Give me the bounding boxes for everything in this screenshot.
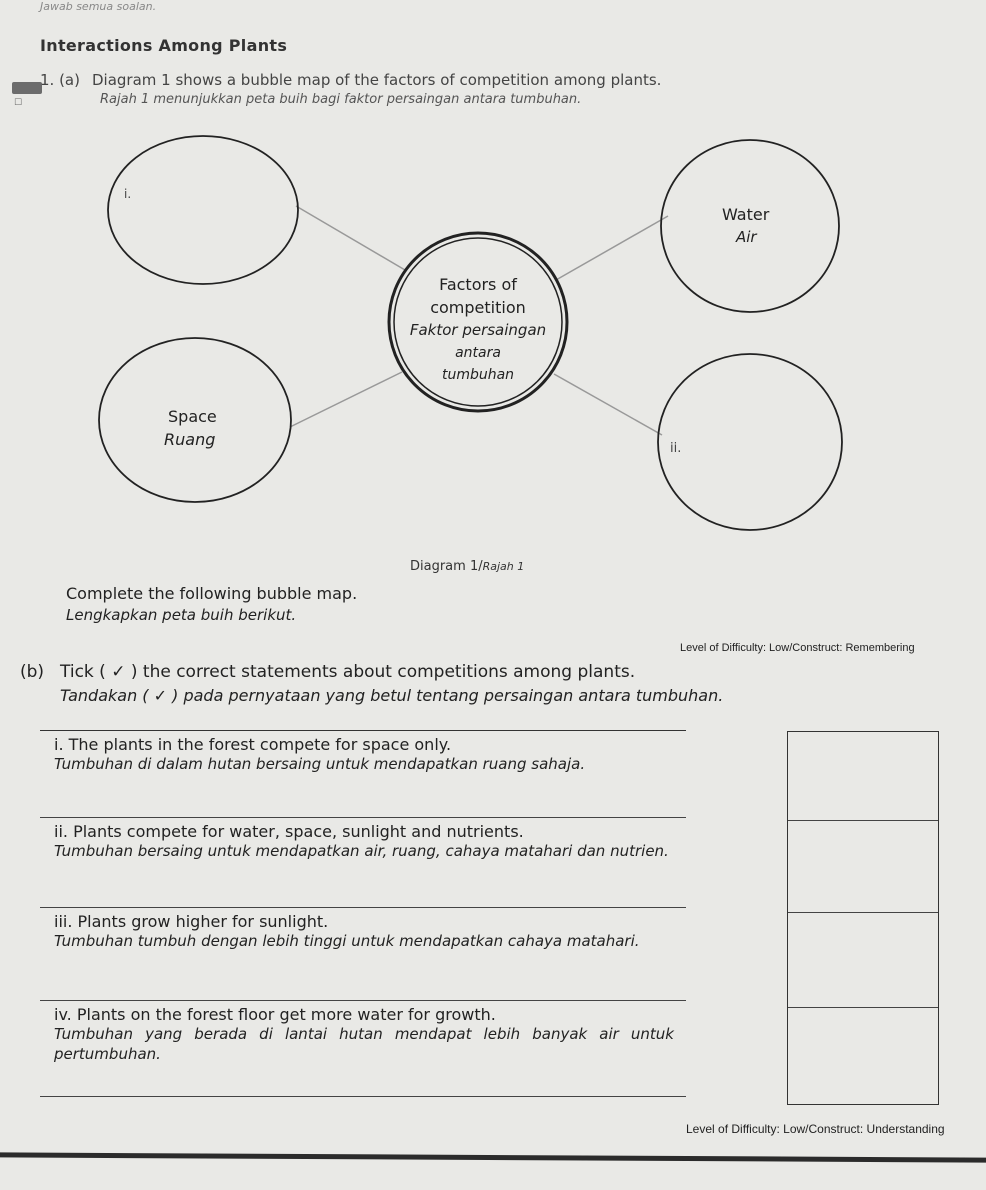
cut-off-heading: Jawab semua soalan. — [40, 0, 157, 13]
bubble-top-right — [661, 140, 839, 312]
tick-box[interactable] — [788, 1008, 938, 1104]
statement-row — [40, 818, 686, 908]
blank-label-i: i. — [124, 187, 132, 201]
question-b-text-ms: Tandakan ( ✓ ) pada pernyataan yang betul tentang persaingan antara tumbuhan. — [60, 686, 724, 705]
bubble-top-left — [108, 136, 298, 284]
question-a-text: Diagram 1 shows a bubble map of the factors of competition among plants. — [92, 71, 662, 89]
center-text-ms2: antara — [455, 345, 501, 361]
statement-ms: Tumbuhan di dalam hutan bersaing untuk mendapatkan ruang sahaja. — [54, 755, 586, 773]
statement-row — [40, 908, 686, 1001]
connector-line — [556, 216, 668, 280]
statement-row — [40, 731, 686, 818]
connector-line — [296, 206, 405, 270]
caption-ms: Rajah 1 — [482, 560, 525, 573]
statement-en: i. The plants in the forest compete for space only. — [54, 735, 452, 754]
statement-row — [40, 1001, 686, 1097]
connector-line — [290, 372, 402, 427]
statement-ms: Tumbuhan yang berada di lantai hutan mendapat lebih banyak air untuk pertumbuhan. — [54, 1025, 674, 1063]
center-text-en2: competition — [430, 298, 526, 317]
statement-en: iii. Plants grow higher for sunlight. — [54, 912, 329, 931]
question-a-text-ms: Rajah 1 menunjukkan peta buih bagi faktor persaingan antara tumbuhan. — [100, 92, 582, 107]
top-right-text-ms: Air — [736, 228, 757, 246]
bubble-map — [0, 0, 986, 560]
center-text-en1: Factors of — [439, 275, 517, 294]
question-b-text: Tick ( ✓ ) the correct statements about competitions among plants. — [60, 662, 636, 682]
question-number: 1. (a) — [40, 71, 80, 89]
statement-ms: Tumbuhan tumbuh dengan lebih tinggi untuk mendapatkan cahaya matahari. — [54, 932, 640, 950]
statement-ms: Tumbuhan bersaing untuk mendapatkan air, ruang, cahaya matahari dan nutrien. — [54, 842, 669, 860]
center-text-ms1: Faktor persaingan — [409, 321, 547, 339]
caption-en: Diagram 1/ — [410, 559, 483, 574]
diagram-caption — [410, 559, 524, 574]
blank-label-ii: ii. — [670, 441, 682, 456]
bottom-left-text-ms: Ruang — [164, 430, 216, 449]
instruction-en: Complete the following bubble map. — [66, 584, 358, 603]
statements-table — [40, 730, 686, 1097]
center-text-ms3: tumbuhan — [441, 367, 515, 383]
statement-en: iv. Plants on the forest floor get more water for growth. — [54, 1005, 496, 1024]
question-b-label: (b) — [20, 662, 45, 682]
difficulty-level-b: Level of Difficulty: Low/Construct: Understanding — [686, 1122, 945, 1136]
connector-line — [554, 374, 662, 435]
tick-box[interactable] — [788, 821, 938, 913]
page-title: Interactions Among Plants — [40, 36, 288, 55]
tick-boxes — [787, 731, 939, 1105]
instruction-ms: Lengkapkan peta buih berikut. — [66, 606, 297, 624]
statement-en: ii. Plants compete for water, space, sunlight and nutrients. — [54, 822, 524, 841]
tick-box[interactable] — [788, 732, 938, 821]
top-right-text-en: Water — [722, 205, 770, 224]
bubble-bottom-right — [658, 354, 842, 530]
bottom-left-text-en: Space — [168, 407, 217, 426]
tick-box[interactable] — [788, 913, 938, 1008]
difficulty-level-a: Level of Difficulty: Low/Construct: Remembering — [680, 642, 915, 654]
page-divider — [0, 1152, 986, 1162]
margin-mark-icon: ☐ — [14, 98, 23, 108]
